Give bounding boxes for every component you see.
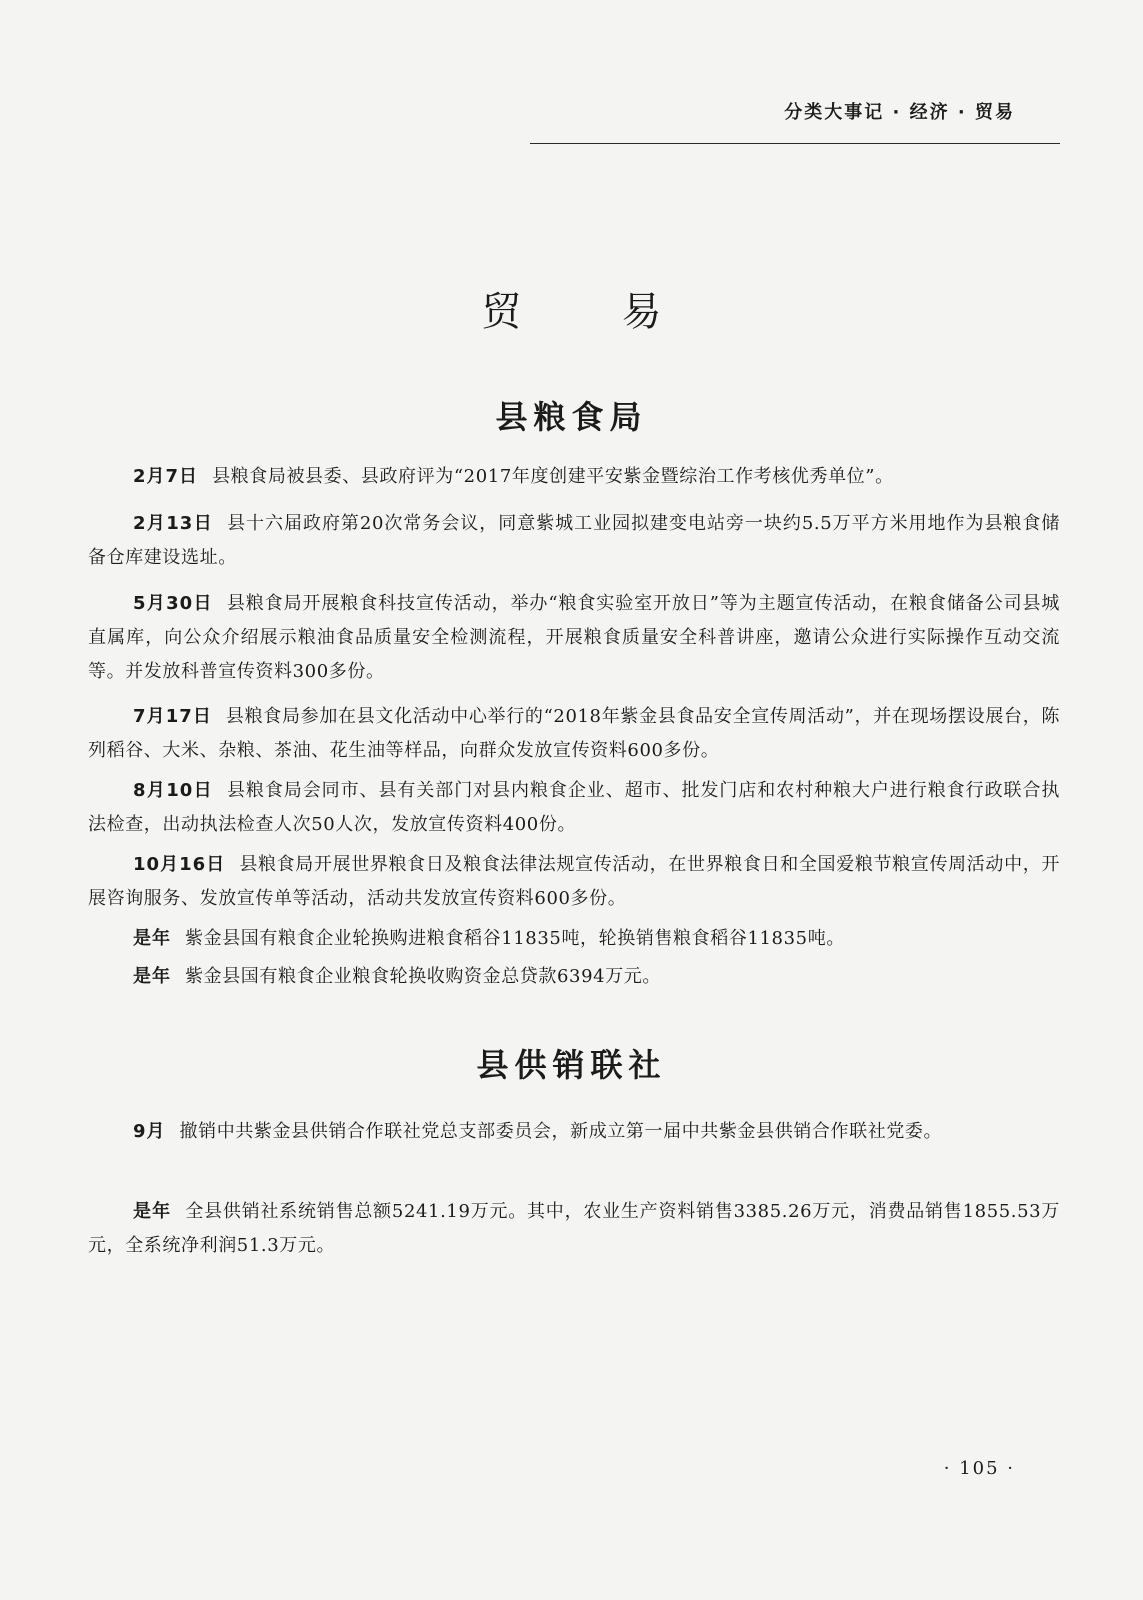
entry-paragraph — [88, 1115, 1060, 1149]
entry-date: 5月30日 — [133, 593, 213, 614]
entry-paragraph — [88, 1195, 1060, 1263]
entry-date: 9月 — [133, 1121, 166, 1142]
entry-paragraph — [88, 960, 1060, 994]
entry-paragraph — [88, 774, 1060, 842]
entry-date: 10月16日 — [133, 854, 226, 875]
entry-paragraph — [88, 587, 1060, 689]
entry-date: 是年 — [133, 1201, 172, 1222]
entry-date: 2月7日 — [133, 466, 199, 487]
entry-date: 是年 — [133, 966, 171, 987]
entry-paragraph — [88, 507, 1060, 575]
page-number: · 105 · — [943, 1458, 1015, 1479]
entry-date: 是年 — [133, 928, 171, 949]
entry-text: 紫金县国有粮食企业粮食轮换收购资金总贷款6394万元。 — [185, 966, 662, 987]
section-title-grain-bureau: 县粮食局 — [495, 398, 648, 436]
header-divider — [530, 143, 1060, 144]
running-header: 分类大事记 · 经济 · 贸易 — [784, 102, 1015, 123]
entry-text: 县粮食局开展世界粮食日及粮食法律法规宣传活动，在世界粮食日和全国爱粮节粮宣传周活动中，开展咨询服务、发放宣传单等活动，活动共发放宣传资料600多份。 — [88, 854, 1060, 909]
entry-text: 撤销中共紫金县供销合作联社党总支部委员会，新成立第一届中共紫金县供销合作联社党委。 — [179, 1121, 943, 1142]
entry-text: 县粮食局开展粮食科技宣传活动，举办“粮食实验室开放日”等为主题宣传活动，在粮食储备公司县城直属库，向公众介绍展示粮油食品质量安全检测流程，开展粮食质量安全科普讲座，邀请公众进行实际操作互动交流等。并发放科普宣传资料300多份。 — [88, 593, 1060, 682]
entry-text: 县粮食局参加在县文化活动中心举行的“2018年紫金县食品安全宣传周活动”，并在现场摆设展台，陈列稻谷、大米、杂粮、茶油、花生油等样品，向群众发放宣传资料600多份。 — [88, 706, 1060, 761]
entry-date: 7月17日 — [133, 706, 212, 727]
entry-paragraph — [88, 460, 1060, 494]
entry-date: 2月13日 — [133, 513, 214, 534]
entry-text: 县粮食局会同市、县有关部门对县内粮食企业、超市、批发门店和农村种粮大户进行粮食行政联合执法检查，出动执法检查人次50人次，发放宣传资料400份。 — [88, 780, 1060, 835]
entry-paragraph — [88, 700, 1060, 768]
entry-text: 县粮食局被县委、县政府评为“2017年度创建平安紫金暨综治工作考核优秀单位”。 — [212, 466, 894, 487]
entry-text: 县十六届政府第20次常务会议，同意紫城工业园拟建变电站旁一块约5.5万平方米用地作为县粮食储备仓库建设选址。 — [88, 513, 1060, 568]
entry-paragraph — [88, 848, 1060, 916]
entry-text: 全县供销社系统销售总额5241.19万元。其中，农业生产资料销售3385.26万元，消费品销售1855.53万元，全系统净利润51.3万元。 — [88, 1201, 1060, 1256]
chapter-title: 贸易 — [481, 289, 762, 335]
entry-paragraph — [88, 922, 1060, 956]
entry-text: 紫金县国有粮食企业轮换购进粮食稻谷11835吨，轮换销售粮食稻谷11835吨。 — [185, 928, 845, 949]
section-title-supply-cooperative: 县供销联社 — [476, 1046, 667, 1084]
entry-date: 8月10日 — [133, 780, 213, 801]
